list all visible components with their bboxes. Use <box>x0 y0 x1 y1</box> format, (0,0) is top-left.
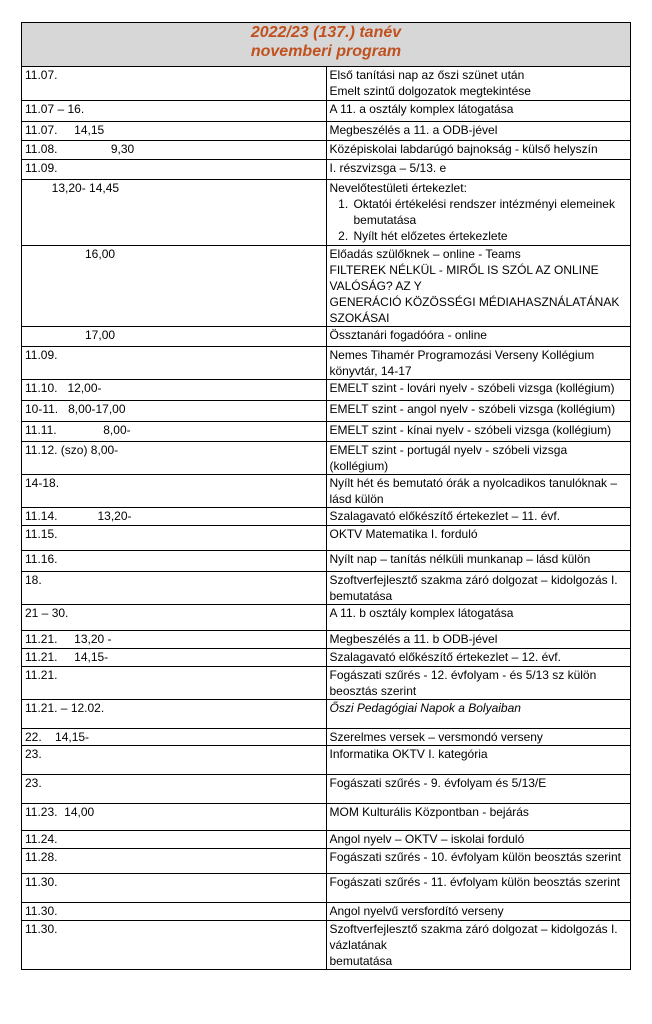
description-line: Megbeszélés a 11. a ODB-jével <box>329 123 498 137</box>
header-row <box>22 23 631 67</box>
agenda-item: 2. Nyílt hét előzetes értekezlete <box>352 228 628 244</box>
table-row <box>22 849 631 874</box>
row-description <box>326 605 631 631</box>
table-row <box>22 526 631 551</box>
row-description <box>326 831 631 849</box>
table-row <box>22 649 631 667</box>
description-line: Nemes Tihamér Programozási Verseny Kollégium könyvtár, 14-17 <box>329 348 595 378</box>
table-row <box>22 572 631 605</box>
table-row <box>22 401 631 422</box>
row-date: 11.16. <box>22 551 327 572</box>
agenda-list <box>330 196 628 244</box>
description-line: FILTEREK NÉLKÜL - MIRŐL IS SZÓL AZ ONLINE VALÓSÁG? AZ Y <box>329 263 599 293</box>
row-date: 11.10. 12,00- <box>22 380 327 401</box>
row-description <box>326 526 631 551</box>
row-description <box>326 508 631 526</box>
table-row <box>22 746 631 775</box>
header-title-year: 2022/23 (137.) tanév <box>250 24 402 41</box>
description-line: Nyílt hét és bemutató órák a nyolcadikos tanulóknak – lásd külön <box>329 476 617 506</box>
row-date: 11.30. <box>22 903 327 921</box>
description-line: I. részvizsga – 5/13. e <box>329 161 447 175</box>
row-date: 11.15. <box>22 526 327 551</box>
table-row <box>22 67 631 101</box>
header-cell <box>22 23 631 67</box>
description-line: Előadás szülőknek – online - Teams <box>329 247 521 261</box>
row-date: 23. <box>22 746 327 775</box>
description-line: Megbeszélés a 11. b ODB-jével <box>329 632 498 646</box>
row-description <box>326 327 631 347</box>
description-line: A 11. a osztály komplex látogatása <box>329 102 514 116</box>
row-date: 11.11. 8,00- <box>22 422 327 442</box>
row-date: 11.07. <box>22 67 327 101</box>
description-line: Össztanári fogadóóra - online <box>329 328 487 342</box>
row-date: 16,00 <box>22 246 327 327</box>
row-description <box>326 874 631 903</box>
row-description <box>326 380 631 401</box>
row-date: 11.28. <box>22 849 327 874</box>
description-line: EMELT szint - kínai nyelv - szóbeli vizsga (kollégium) <box>329 423 612 437</box>
description-line: bemutatása <box>329 954 393 968</box>
description-line: A 11. b osztály komplex látogatása <box>329 606 514 620</box>
row-description <box>326 667 631 700</box>
description-line: MOM Kulturális Központban - bejárás <box>329 805 529 819</box>
description-line: Szoftverfejlesztő szakma záró dolgozat – kidolgozás I. vázlatának <box>329 922 618 952</box>
row-date: 11.24. <box>22 831 327 849</box>
row-date: 11.30. <box>22 921 327 970</box>
row-description <box>326 347 631 380</box>
row-date: 11.23. 14,00 <box>22 804 327 831</box>
table-row <box>22 122 631 141</box>
row-date: 22. 14,15- <box>22 729 327 746</box>
table-row <box>22 903 631 921</box>
row-date: 21 – 30. <box>22 605 327 631</box>
table-row <box>22 347 631 380</box>
description-line: Nevelőtestületi értekezlet: <box>329 181 467 195</box>
row-description <box>326 649 631 667</box>
table-row <box>22 380 631 401</box>
description-line: Szoftverfejlesztő szakma záró dolgozat – kidolgozás I. bemutatása <box>329 573 618 603</box>
row-date: 11.12. (szo) 8,00- <box>22 442 327 475</box>
description-line: Fogászati szűrés - 9. évfolyam és 5/13/E <box>329 776 547 790</box>
row-description <box>326 442 631 475</box>
row-date: 11.07. 14,15 <box>22 122 327 141</box>
row-date: 11.21. 14,15- <box>22 649 327 667</box>
row-date: 11.21. 13,20 - <box>22 631 327 649</box>
table-row <box>22 180 631 246</box>
row-date: 11.21. – 12.02. <box>22 700 327 729</box>
description-line: Fogászati szűrés - 12. évfolyam - és 5/13 sz külön beosztás szerint <box>329 668 597 698</box>
row-date: 23. <box>22 775 327 804</box>
row-description <box>326 700 631 729</box>
program-table <box>21 22 631 970</box>
row-description <box>326 401 631 422</box>
row-date: 11.09. <box>22 347 327 380</box>
description-line: Középiskolai labdarúgó bajnokság - külső helyszín <box>329 142 598 156</box>
row-date: 11.08. 9,30 <box>22 141 327 160</box>
program-sheet <box>21 22 631 970</box>
description-line: EMELT szint - portugál nyelv - szóbeli vizsga (kollégium) <box>329 443 568 473</box>
table-row <box>22 631 631 649</box>
agenda-item: 1. Oktatói értékelési rendszer intézményi elemeinek bemutatása <box>352 196 628 228</box>
row-description <box>326 921 631 970</box>
table-row <box>22 874 631 903</box>
description-line: EMELT szint - angol nyelv - szóbeli vizsga (kollégium) <box>329 402 616 416</box>
row-description <box>326 160 631 180</box>
table-row <box>22 775 631 804</box>
description-line: Angol nyelv – OKTV – iskolai forduló <box>329 832 525 846</box>
table-row <box>22 101 631 122</box>
description-line: Szalagavató előkészítő értekezlet – 11. évf. <box>329 509 561 523</box>
description-line: Szerelmes versek – versmondó verseny <box>329 730 543 744</box>
table-row <box>22 605 631 631</box>
row-description <box>326 141 631 160</box>
row-date: 11.21. <box>22 667 327 700</box>
description-line: EMELT szint - lovári nyelv - szóbeli vizsga (kollégium) <box>329 381 615 395</box>
row-description <box>326 572 631 605</box>
table-row <box>22 667 631 700</box>
table-row <box>22 141 631 160</box>
description-line: GENERÁCIÓ KÖZÖSSÉGI MÉDIAHASZNÁLATÁNAK SZOKÁSAI <box>329 295 620 325</box>
row-description <box>326 101 631 122</box>
row-description <box>326 122 631 141</box>
description-line: Első tanítási nap az őszi szünet után <box>329 68 525 82</box>
table-row <box>22 508 631 526</box>
header-title-month: novemberi program <box>250 43 402 60</box>
row-date: 11.09. <box>22 160 327 180</box>
description-line: Fogászati szűrés - 10. évfolyam külön beosztás szerint <box>329 850 621 864</box>
row-date: 18. <box>22 572 327 605</box>
row-description <box>326 551 631 572</box>
row-date: 11.07 – 16. <box>22 101 327 122</box>
row-date: 17,00 <box>22 327 327 347</box>
table-row <box>22 831 631 849</box>
table-row <box>22 804 631 831</box>
description-line: Emelt szintű dolgozatok megtekintése <box>329 84 531 98</box>
row-date: 10-11. 8,00-17,00 <box>22 401 327 422</box>
row-description <box>326 631 631 649</box>
row-date: 11.30. <box>22 874 327 903</box>
description-line: Fogászati szűrés - 11. évfolyam külön beosztás szerint <box>329 875 621 889</box>
table-row <box>22 422 631 442</box>
row-date: 11.14. 13,20- <box>22 508 327 526</box>
table-row <box>22 160 631 180</box>
table-row <box>22 729 631 746</box>
description-line: Nyílt nap – tanítás nélküli munkanap – lásd külön <box>329 552 591 566</box>
row-description <box>326 849 631 874</box>
row-description <box>326 67 631 101</box>
row-description <box>326 804 631 831</box>
row-description <box>326 422 631 442</box>
table-row <box>22 700 631 729</box>
description-line: Informatika OKTV I. kategória <box>329 747 488 761</box>
table-row <box>22 921 631 970</box>
row-description <box>326 180 631 246</box>
description-line: Angol nyelvű versfordító verseny <box>329 904 504 918</box>
description-line: Szalagavató előkészítő értekezlet – 12. évf. <box>329 650 561 664</box>
description-line: OKTV Matematika I. forduló <box>329 527 478 541</box>
row-description <box>326 729 631 746</box>
row-description <box>326 246 631 327</box>
row-description <box>326 775 631 804</box>
table-row <box>22 246 631 327</box>
table-row <box>22 551 631 572</box>
row-description <box>326 475 631 508</box>
row-date: 13,20- 14,45 <box>22 180 327 246</box>
table-row <box>22 327 631 347</box>
row-date: 14-18. <box>22 475 327 508</box>
row-description <box>326 903 631 921</box>
table-row <box>22 442 631 475</box>
table-row <box>22 475 631 508</box>
row-description <box>326 746 631 775</box>
description-line: Őszi Pedagógiai Napok a Bolyaiban <box>329 701 521 715</box>
